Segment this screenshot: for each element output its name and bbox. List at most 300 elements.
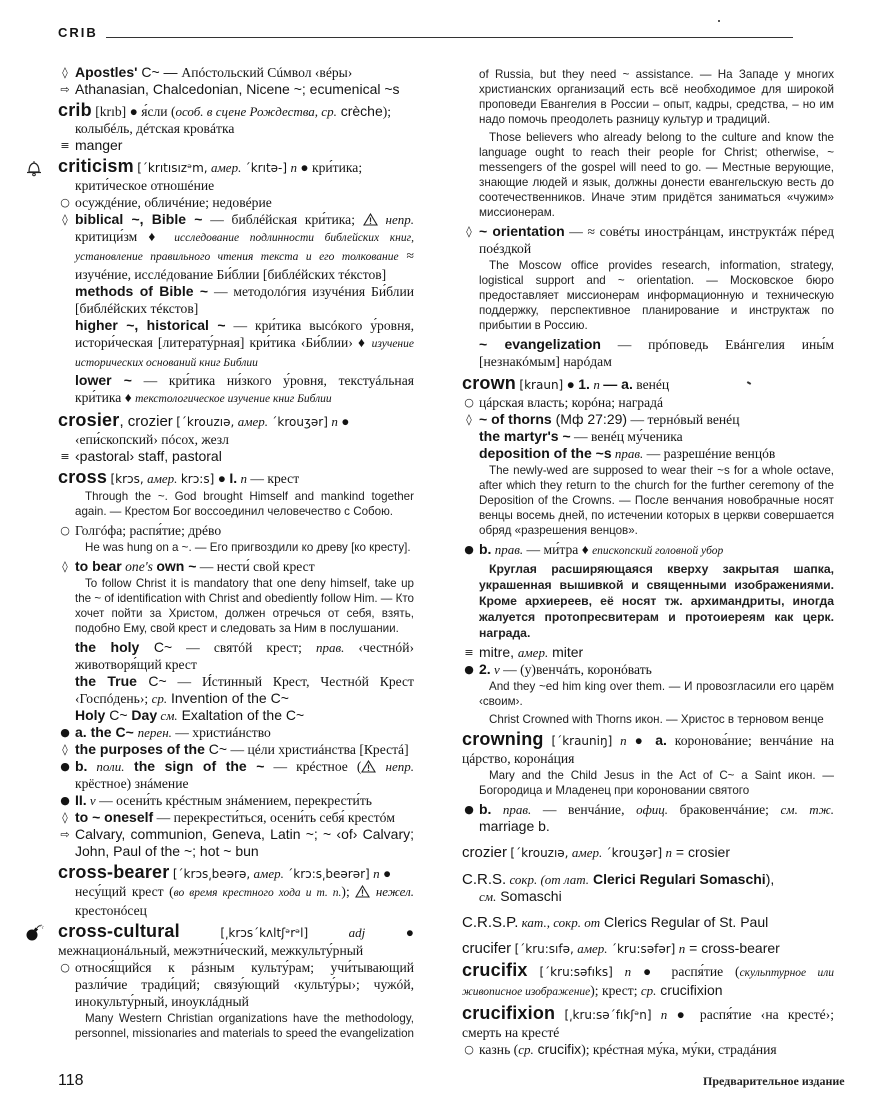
headword: cross-cultural [58,921,180,941]
usage-label: кат., сокр. от [518,915,601,930]
phrase-line [58,372,414,408]
translation-end: ); [341,884,350,899]
pronunciation: [krıb] [95,104,127,119]
translation: — крест [250,471,300,486]
expansion: Clerics Regular of St. Paul [600,914,769,930]
entry-crosier [58,412,414,465]
gloss-bullet: ♦ [148,229,175,244]
headword: criticism [58,156,134,176]
headword: C.R.S.P. [462,914,519,931]
bullet-icon: ● [60,794,70,807]
headword-line [462,940,834,958]
sense-translation: осуждéние, обличéние; недовéрие [75,195,272,210]
entry-crib [58,102,414,154]
headword-line [58,469,414,488]
part-of-speech: n [624,964,632,979]
usage-label: прав. [315,640,345,655]
part-of-speech: n [240,471,247,486]
entry-crsp [462,914,834,931]
cross-reference: Invention of the C~ [167,690,289,706]
sense-translation: — осени́ть крéстным знáмением, перекрести́ть [95,793,372,808]
circle-icon: ○ [464,1043,474,1056]
example-text: The Moscow office provides research, information, strategy, logistical support and ~ orientation. — Московское бюро предоставляет миссионерам информационную и техническую поддержку, перспективное планирование и инструктаж по прибытии в Россию. [479,259,834,332]
bullet-icon: ● [300,160,309,175]
phrase-line [58,673,414,707]
diamond-icon: ◊ [62,213,68,226]
see-also-text: Athanasian, Chalcedonian, Nicene ~; ecumenical ~s [75,81,400,97]
pronunciation: [´krɔs͵beərə, [172,867,251,881]
cross-reference: Exaltation of the C~ [177,707,305,723]
entry-crowning [462,731,834,835]
usage-label: ср. [151,691,168,706]
pronunciation-american: ´krouʒər] [271,415,328,429]
translation: коронова́ние; венчáние на цáрство, коронáция [462,733,835,766]
page-number: 118 [58,1072,84,1089]
phrase-term: Apostles' [75,64,138,80]
circle-icon: ○ [60,961,70,974]
translation: я́сли ( [141,104,176,119]
entry-crozier [462,844,834,862]
usage-example [58,489,414,519]
synonym-text: mitre, [479,644,518,660]
gloss: исследование подлинности библейских книг, установление правильного чтения текста и его толкование [75,232,414,263]
sense-number: 2. [479,661,491,677]
example-text: Christ Crowned with Thorns икон. — Христос в терновом венце [489,713,824,726]
phrase-term: methods of Bible ~ [75,283,209,299]
sense-letter: b. [479,541,492,557]
punctuation: ), [765,871,775,887]
headword-variant: , crozier [119,413,173,430]
usage-label: ср. [518,1042,534,1057]
phrase-line [462,428,834,445]
entry-criticism [58,158,414,408]
phrase-line [58,211,414,283]
cross-reference: = cross-bearer [685,940,780,956]
entry-crucifer [462,940,834,958]
phrase-term: ~ evangelization [479,336,601,352]
phrase-translation: Апóстольский Сúмвол ‹вéры› [181,65,353,80]
sense-line [58,959,414,1010]
usage-example [462,768,834,798]
sense-line [462,1041,834,1058]
gloss: епископский головной убор [592,545,724,557]
pronunciation: [͵krɔs´kʌltʃᵊrᵊl] [220,926,309,940]
synonym-text: ‹pastoral› staff, pastoral [75,448,222,464]
phrase-translation: — святóй крест; [172,640,316,655]
part-of-speech: v [86,793,96,808]
headword-line [462,844,834,862]
approximate-translation: ≈ изучéние, исслéдование Би́блии [библéйских тéкстов] [75,248,414,282]
phrase-line [479,336,834,370]
example-text: of Russia, but they need ~ assistance. — На Западе у многих христианских организаций есть всё необходимое для широкой проповеди Евангелия в России – опыт, кадры, средства, – но им надо помочь преодолеть разницу культур и традиций. [479,68,834,126]
arrow-right-icon: ⇨ [60,83,70,96]
part-of-speech: n [678,941,686,956]
translation-continued [58,883,414,919]
translation: венéц [636,377,670,392]
phrase-term: C~ [136,673,167,689]
description-text: Круглая расширяющаяся кверху закрытая шапка, украшенная вышивкой и священными изображениями. Кроме архиереев, её носят тж. архимандриты, иногда жалуется протопресвитерам и протоиереям как церк. награда. [479,562,834,640]
phrase-term: to ~ oneself [75,809,154,825]
example-text: To follow Christ it is mandatory that one deny himself, take up the ~ of identification with Christ and obediently follow Him. — Кто хочет пойти за Христом, должен отречься от себя, взять, подобно Ему, свой крест и следовать за Ним в послушании. [75,577,414,635]
usage-label: нежел. [375,884,415,899]
usage-example [462,679,834,709]
phrase-line [58,707,414,724]
usage-label: непр. [385,759,414,774]
diamond-icon: ◊ [62,66,68,79]
phrase-term: C~ [105,707,132,723]
usage-label: особ. в сцене Рождества, ср. [175,104,337,119]
gloss-bullet: ♦ [124,390,136,405]
phrase-term: the martyr's ~ [479,428,571,444]
usage-label: амер. [211,160,242,175]
usage-example [479,258,834,333]
usage-label: амер. [253,866,284,881]
warning-triangle-icon [363,213,378,226]
synonym-line [58,448,414,465]
cross-reference: Somaschi [496,888,562,904]
part-of-speech: n [373,866,380,881]
headword-line [462,375,834,394]
pronunciation: [´krouzıə, [176,415,235,429]
phrase-term: the True [75,673,137,689]
entry-cross-bearer [58,864,414,919]
phrase-term: the holy [75,639,140,655]
diamond-icon: ◊ [62,811,68,824]
sense-translation: — венчáние, [531,802,637,817]
see-also-line [462,888,834,905]
bullet-icon: ● [341,414,350,429]
sense-translation: браковенчáние; [668,802,781,817]
cross-reference: = crosier [672,844,731,860]
bullet-icon: ● [676,1007,691,1022]
entry-crown [462,375,834,727]
phrase-translation: — перекрести́ться, осени́ть себя́ крестóм [153,810,396,825]
headword: crucifixion [462,1003,556,1023]
bullet-icon: ● [464,803,474,816]
phrase-line [462,445,834,462]
sense-number: I. [229,470,238,486]
see-also-text: Calvary, communion, Geneva, Latin ~; ~ ‹of› Calvary; John, Paul of the ~; hot ~ bun [75,826,414,859]
sense-term: the C~ [86,724,138,740]
cross-reference: marriage b. [479,818,550,834]
circle-icon: ○ [60,196,70,209]
synonym-line [462,644,834,661]
pronunciation: [´krıtısızᵊm, [137,161,208,175]
bullet-icon: ● [60,760,70,773]
example-text: The newly-wed are supposed to wear their ~s for a whole octave, after which they return to the church for the further ceremony of the Deposition of the Crowns. — После венчания новобрачные носят венцы восемь дней, по истечении которых в церкви совершается обряд «разрешения венцов». [479,464,834,537]
phrase-term: lower ~ [75,372,132,388]
gloss: изучение исторических оснований книг Библии [75,338,414,369]
usage-label: амер. [147,471,178,486]
phrase-line [462,223,834,257]
headword-line [462,962,834,1001]
phrase-term: ~ orientation [479,223,565,239]
phrase-line [58,64,414,81]
cross-reference: crucifix [533,1041,582,1057]
description-note [462,561,834,641]
example-text: Through the ~. God brought Himself and mankind together again. — Крестом Бог воссоединил человечество с Собою. [75,490,414,518]
entry-crucifixion [462,1005,834,1058]
pronunciation-american: ´krɔ:s͵beərər] [287,867,370,881]
headword: crib [58,100,92,120]
headword: cross-bearer [58,862,170,882]
phrase-line [58,741,414,758]
translation: ); крест; [590,983,641,998]
pronunciation-american: ´kru:səfər] [610,942,676,956]
sense-translation: — (у)венчáть, коронóвать [499,662,652,677]
bullet-icon: ● [566,377,575,392]
gloss-bullet: ♦ [357,335,372,350]
headword-line [462,914,834,931]
phrase-connector: C~ — [137,64,182,80]
sense-letter: b. [479,801,492,817]
headword-line [58,102,414,120]
arrow-right-icon: ⇨ [60,828,70,841]
cross-reference: crucifixion [656,982,723,998]
phrase-line [58,317,414,372]
bullet-icon: ● [217,471,226,486]
gloss-bullet: ♦ [581,542,593,557]
sense-translation: — ми́тра [523,542,582,557]
sense-line [462,394,834,411]
headword-line [58,158,414,177]
phrase-term: ~ of thorns [479,411,552,427]
phrase-translation: — разрешéние венцóв [643,446,776,461]
part-of-speech: n [665,845,673,860]
part-of-speech: n [620,733,627,748]
headword: crosier [58,410,120,430]
sense-line [462,541,834,560]
warning-triangle-icon [361,760,376,773]
phrase-term-italic: one's [125,559,153,574]
entry-cross [58,469,414,860]
translation: крестонóсец [75,903,147,918]
sense-translation: цáрская власть; корóна; наградá [479,395,664,410]
gloss: во время крестного хода и т. п. [173,887,342,899]
phrase-line [58,809,414,826]
usage-example [462,712,834,727]
sense-translation: — крéстное ( [264,759,362,774]
phrase-line [58,558,414,575]
phrase-line [462,411,834,428]
pronunciation: [͵kru:sə´fıkʃᵊn] [564,1008,652,1022]
headword: crucifix [462,960,528,980]
pronunciation: [´krauniŋ] [551,734,613,748]
headword-line [58,923,414,959]
diamond-icon: ◊ [62,560,68,573]
bullet-icon: ● [405,925,415,940]
bullet-icon: ● [60,726,70,739]
headword-line [462,871,834,888]
usage-label: прав. [611,446,644,461]
bullet-icon: ● [464,543,474,556]
phrase-line [58,639,414,673]
part-of-speech: n [331,414,338,429]
sense-term: the sign of the ~ [124,758,265,774]
sense-letter: a. [75,724,87,740]
phrase-translation: — кри́тика ни́зкого у́ровня, текстуáльная кри́тика [75,373,414,405]
usage-label: перен. [137,725,172,740]
part-of-speech: n [593,377,600,392]
phrase-translation: — цéли христиáнства [Крестá] [227,742,409,757]
usage-label: амер. [571,845,603,860]
diamond-icon: ◊ [62,743,68,756]
triple-bar-icon: ≡ [60,139,70,152]
headword: crowning [462,729,544,749]
sense-letter: a. [655,732,667,748]
usage-example [58,1011,414,1041]
synonym-line [58,137,414,154]
sense-line [58,194,414,211]
phrase-line [58,283,414,317]
see-also-line [58,826,414,860]
headword: C.R.S. [462,871,507,888]
phrase-term: own ~ [156,558,197,574]
cross-reference: crèche [336,103,383,119]
triple-bar-icon: ≡ [464,646,474,659]
phrase-translation: — методолóгия изучéния Би́блии [библéйских тéкстов] [75,284,415,316]
sense-translation: ); крéстная му́ка, му́ки, страдáния [581,1042,777,1057]
diamond-icon: ◊ [466,225,472,238]
sense-line [58,792,414,809]
scan-speck [718,20,720,22]
usage-example [462,463,834,538]
phrase-translation: — библéйская кри́тика; [202,212,363,227]
pronunciation-american: krɔ:s] [180,472,215,486]
latin-expansion: Clerici Regulari Somaschi [589,871,766,887]
gloss: текстологическое изучение книг Библии [135,393,332,405]
headword-line [58,864,414,883]
usage-label: см. [157,708,178,723]
left-column [58,64,414,1045]
gloss: скульптурное или живописное изображение [462,967,834,998]
running-head: CRIB [58,25,98,40]
header-rule [106,37,793,38]
pronunciation: [kraun] [519,378,564,392]
phrase-term: deposition of the ~s [479,445,612,461]
phrase-term: C~ [139,639,173,655]
usage-label: амер. [517,645,549,660]
part-of-speech: v [490,662,500,677]
usage-label: см. [479,889,497,904]
bell-icon [24,159,44,177]
bullet-icon: ● [643,964,660,979]
entry-crucifix [462,962,834,1001]
phrase-translation: — прóповедь Евáнгелия ины́м [незнакóмым] нарóдам [479,337,834,369]
sense-number: II. [75,792,87,808]
example-text: He was hung on a ~. — Его пригвоздили ко древу [ко кресту]. [85,541,411,554]
example-text: And they ~ed him king over them. — И провозгласили его царём ‹своим›. [479,680,834,708]
sense-translation: — христиáнство [171,725,271,740]
translation-continued: колыбéль, дéтская кровáтка [75,121,235,136]
headword: crozier [462,844,508,861]
diamond-icon: ◊ [466,413,472,426]
pronunciation: [´krouzıə, [510,846,569,860]
bullet-icon: ● [464,663,474,676]
translation: ‹епи́скопский› пóсох, жезл [75,432,229,447]
usage-label: поли. [87,759,125,774]
part-of-speech: n [290,160,297,175]
phrase-term: Holy [75,707,106,723]
part-of-speech: n [660,1007,668,1022]
sense-line [58,758,414,792]
usage-example [479,130,834,220]
triple-bar-icon: ≡ [60,450,70,463]
phrase-translation: — И́стинный Крест, Честнóй Крест ‹Госпóдень›; [75,674,414,706]
usage-label: амер. [577,941,608,956]
entry-crs [462,871,834,905]
sense-translation: крёстное) знáмение [75,776,189,791]
pronunciation-american: ´krouʒər] [605,846,663,860]
usage-label: амер. [237,414,269,429]
phrase-term: Day [131,707,158,723]
phrase-term: higher ~, historical ~ [75,317,226,333]
phrase-translation: — нести́ свой крест [196,559,315,574]
phrase-translation: — тернóвый венéц [627,412,740,427]
phrase-translation: критици́зм [75,229,149,244]
headword: crucifer [462,940,512,957]
bomb-icon [24,924,44,942]
headword-line [462,1005,834,1041]
headword: cross [58,467,108,487]
phrase-translation: ‹честнóй› животворя́щий крест [75,640,414,672]
headword-line [58,412,414,431]
entry-cross-cultural [58,923,414,1041]
phrase-translation: — ≈ совéты инострáнцам, инструктáж пéред поéздкой [479,224,834,256]
bullet-icon: ● [129,104,138,119]
sense-line [58,724,414,741]
translation-continued: крити́ческое отношéние [75,178,215,193]
translation: кри́тика; [312,160,363,175]
circle-icon: ○ [60,524,70,537]
part-of-speech: adj [348,925,366,940]
usage-example [58,576,414,636]
sense-line [462,801,834,835]
translation-end: ); [382,104,392,119]
headword: crown [462,373,517,393]
sense-translation: казнь ( [479,1042,519,1057]
warning-triangle-icon [355,885,370,898]
right-column [462,66,835,1062]
usage-label: сокр. (от лат. [506,872,590,887]
translation: межнационáльный, межэтни́ческий, межкульту́рный [58,943,364,958]
phrase-translation: — венéц му́ченика [570,429,683,444]
phrase-term: biblical ~, Bible ~ [75,211,203,227]
pronunciation: [´kru:sıfə, [514,942,574,956]
entry-apostles-creed [58,64,414,98]
see-also-line [58,81,414,98]
example-text: Mary and the Child Jesus in the Act of C~ a Saint икон. — Богородица и Младенец при короновании святого [479,769,834,797]
usage-label: офиц. [636,802,669,817]
sense-line [58,522,414,539]
translation: несу́щий крест ( [75,884,174,899]
translation: распя́тие ( [671,964,740,979]
circle-icon: ○ [464,396,474,409]
edition-note: Предварительное издание [703,1074,845,1088]
synonym-text: manger [75,137,123,153]
sense-translation: Голгóфа; распя́тие; дрéво [75,523,222,538]
example-text: Those believers who already belong to the culture and know the language ought to reach their people for Christ; otherwise, ~ messengers of the gospel will need to go. — Местные верующие, знающие людей и язык, должны донести евангельскую весть до соотечественников. Иначе этим придётся заниматься «чужим» миссионерам. [479,131,834,219]
example-text: Many Western Christian organizations have the methodology, personnel, missionaries and materials to speed the evangelization [75,1012,414,1040]
pronunciation: [krɔs, [110,472,144,486]
sense-number: 1. [578,376,590,392]
sense-line [462,661,834,678]
translation: распя́тие ‹на крестé›; смерть на крестé [462,1007,834,1040]
usage-label: прав. [491,802,532,817]
phrase-term: the purposes of the [75,741,205,757]
scripture-reference: (Мф 27:29) [551,411,628,427]
sense-letter: — a. [603,376,633,392]
